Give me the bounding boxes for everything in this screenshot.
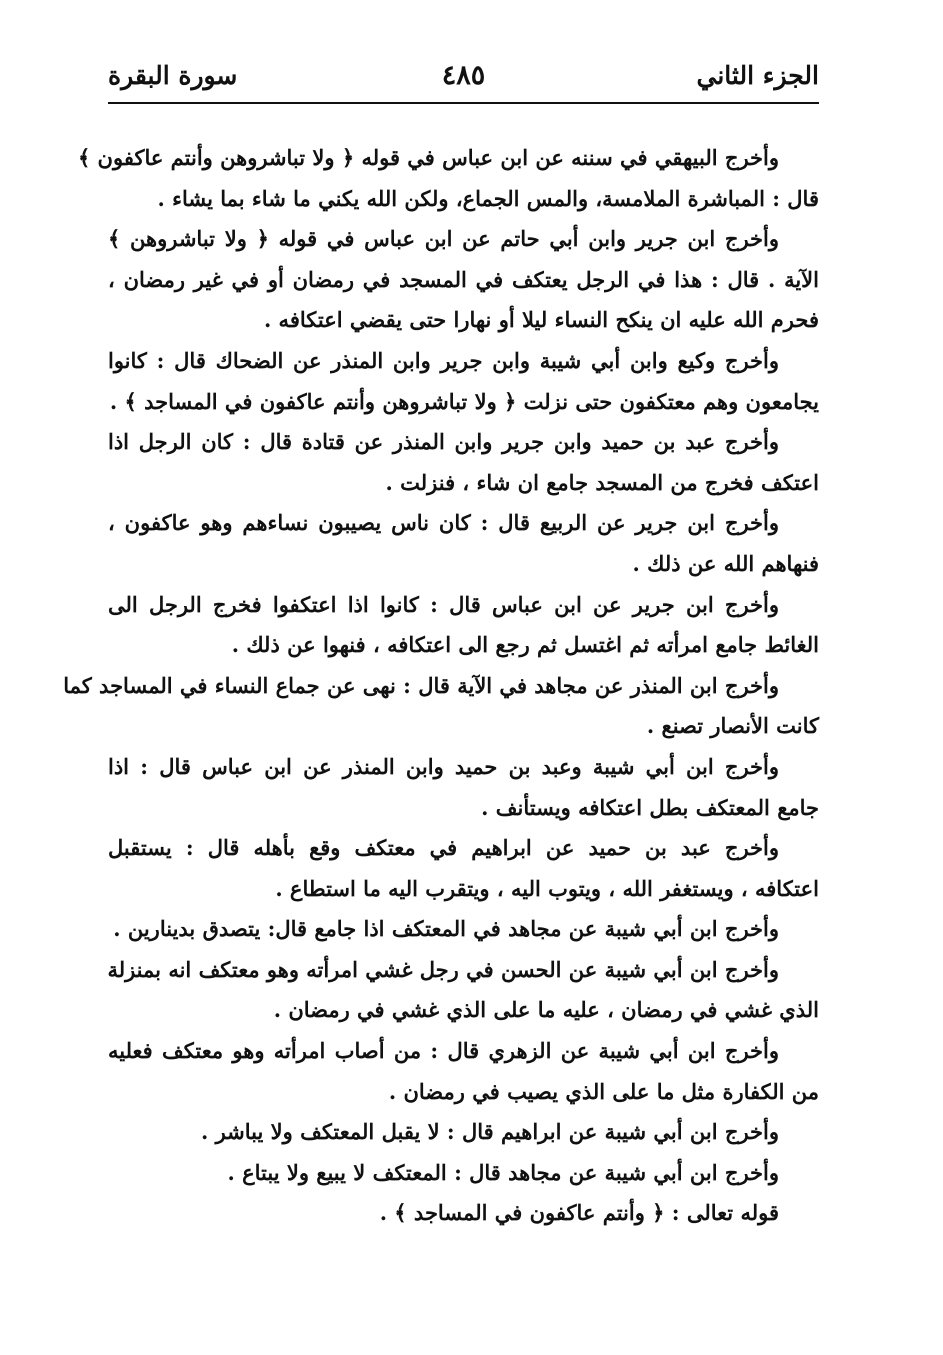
text-line: الآية . قال : هذا في الرجل يعتكف في المسجد في رمضان أو في غير رمضان ،: [108, 266, 819, 292]
text-line: وأخرج ابن جرير عن ابن عباس قال : كانوا اذا اعتكفوا فخرج الرجل الى: [108, 591, 779, 617]
text-line: يجامعون وهم معتكفون حتى نزلت ﴿ ولا تباشروهن وأنتم عاكفون في المساجد ﴾ .: [109, 388, 819, 414]
text-line: وأخرج ابن أبي شيبة عن مجاهد قال : المعتكف لا يبيع ولا يبتاع .: [227, 1159, 779, 1185]
text-line: من الكفارة مثل ما على الذي يصيب في رمضان .: [388, 1078, 819, 1104]
text-line: وأخرج ابن جرير عن الربيع قال : كان ناس يصيبون نساءهم وهو عاكفون ،: [108, 510, 779, 536]
text-line: وأخرج ابن أبي شيبة عن مجاهد في المعتكف اذا جامع قال: يتصدق بدينارين .: [113, 916, 779, 942]
text-line: وأخرج ابن أبي شيبة وعبد بن حميد وابن المنذر عن ابن عباس قال : اذا: [108, 753, 779, 779]
page-number: ٤٨٥: [441, 60, 486, 91]
text-line: الغائط جامع امرأته ثم اغتسل ثم رجع الى اعتكافه ، فنهوا عن ذلك .: [231, 632, 819, 658]
page-header: [108, 56, 819, 96]
text-line: وأخرج ابن أبي شيبة عن الحسن في رجل غشي امرأته وهو معتكف انه بمنزلة: [107, 956, 779, 982]
text-line: وأخرج ابن المنذر عن مجاهد في الآية قال : نهى عن جماع النساء في المساجد كما: [63, 672, 779, 698]
surah-title: سورة البقرة: [108, 61, 238, 90]
header-divider: [108, 102, 819, 104]
text-line: فحرم الله عليه ان ينكح النساء ليلا أو نهارا حتى يقضي اعتكافه .: [263, 307, 819, 333]
text-line: وأخرج البيهقي في سننه عن ابن عباس في قوله ﴿ ولا تباشروهن وأنتم عاكفون ﴾: [77, 145, 779, 170]
text-line: وأخرج ابن جرير وابن أبي حاتم عن ابن عباس في قوله ﴿ ولا تباشروهن ﴾: [108, 226, 779, 252]
text-line: وأخرج عبد بن حميد وابن جرير وابن المنذر عن قتادة قال : كان الرجل اذا: [108, 429, 779, 455]
text-line: وأخرج عبد بن حميد عن ابراهيم في معتكف وقع بأهله قال : يستقبل: [108, 835, 779, 861]
text-line: وأخرج ابن أبي شيبة عن ابراهيم قال : لا يقبل المعتكف ولا يباشر .: [200, 1119, 779, 1145]
text-line: اعتكافه ، ويستغفر الله ، ويتوب اليه ، ويتقرب اليه ما استطاع .: [275, 875, 819, 901]
page-body: [63, 138, 819, 1234]
text-line: فنهاهم الله عن ذلك .: [632, 550, 819, 576]
text-line: جامع المعتكف بطل اعتكافه ويستأنف .: [481, 794, 819, 820]
text-line: الذي غشي في رمضان ، عليه ما على الذي غشي في رمضان .: [273, 997, 819, 1023]
text-line: اعتكف فخرج من المسجد جامع ان شاء ، فنزلت .: [385, 469, 819, 495]
text-line: كانت الأنصار تصنع .: [646, 713, 819, 739]
text-line: وأخرج ابن أبي شيبة عن الزهري قال : من أصاب امرأته وهو معتكف فعليه: [108, 1038, 779, 1064]
part-title: الجزء الثاني: [696, 61, 819, 90]
text-line: قوله تعالى : ﴿ وأنتم عاكفون في المساجد ﴾ .: [379, 1200, 779, 1226]
text-line: وأخرج وكيع وابن أبي شيبة وابن جرير وابن المنذر عن الضحاك قال : كانوا: [108, 347, 779, 373]
text-line: قال : المباشرة الملامسة، والمس الجماع، ولكن الله يكني ما شاء بما يشاء .: [157, 185, 819, 211]
